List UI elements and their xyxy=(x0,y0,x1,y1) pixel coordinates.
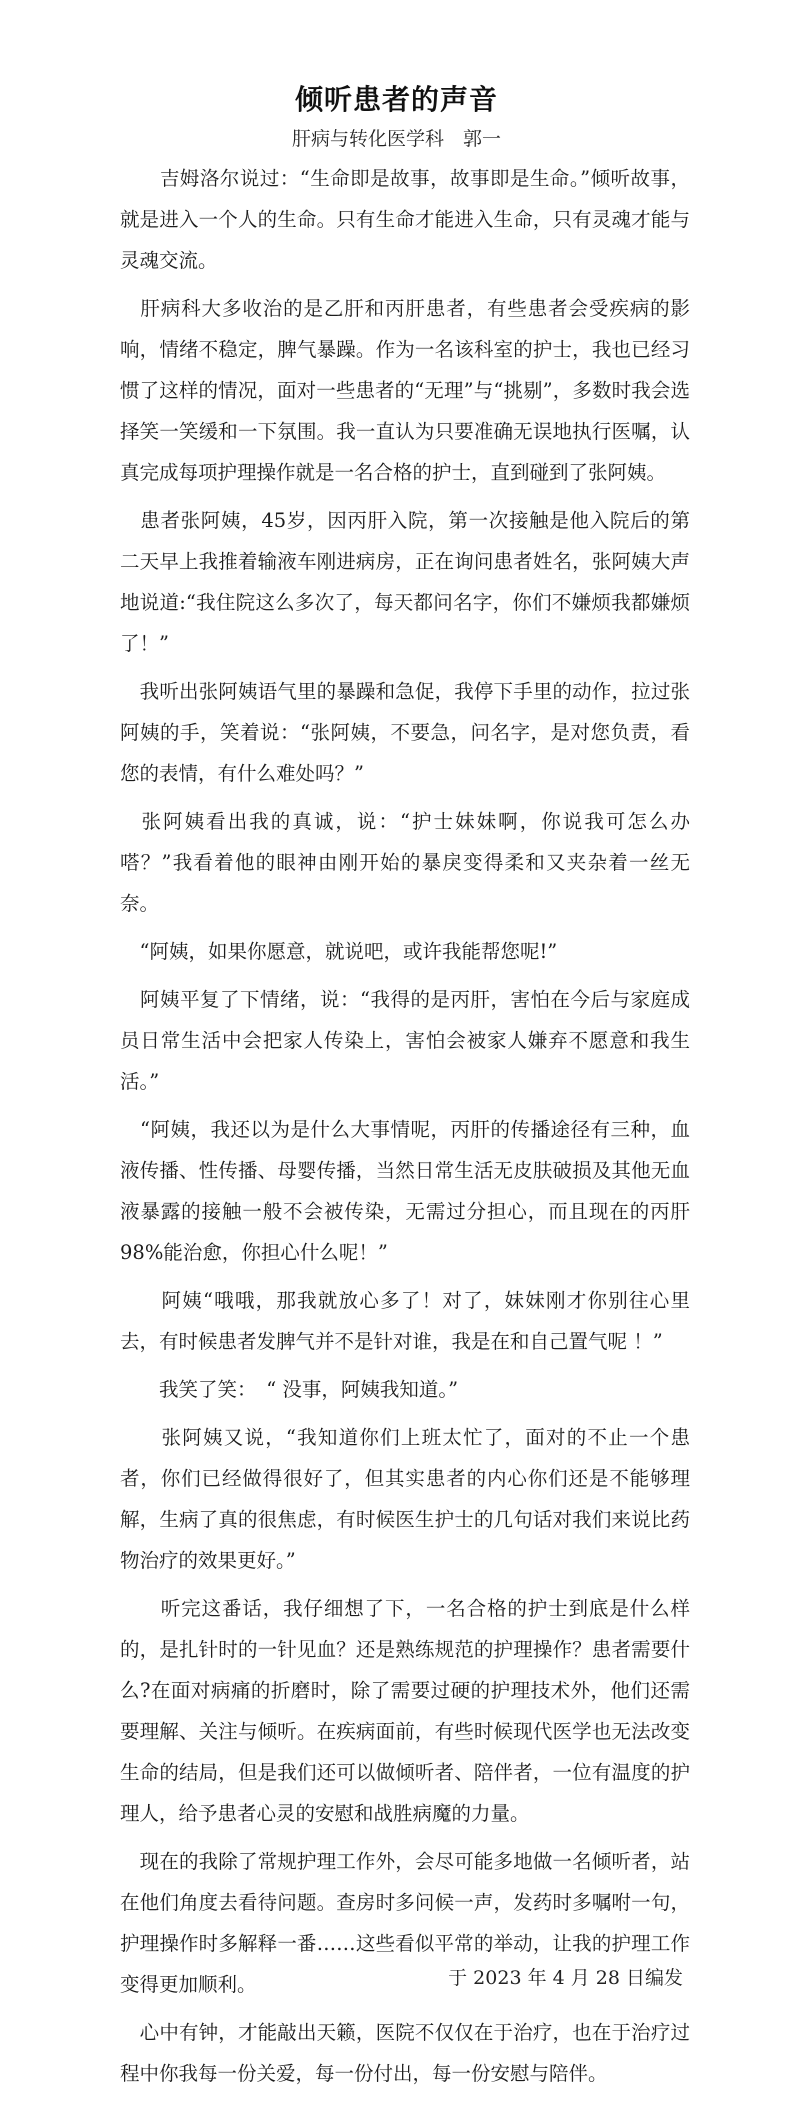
article-byline: 肝病与转化医学科 郭一 xyxy=(291,128,501,150)
article-title: 倾听患者的声音 xyxy=(294,83,498,116)
paragraph-13: 现在的我除了常规护理工作外，会尽可能多地做一名倾听者，站在他们角度去看待问题。查房时多问候一声，发药时多嘱咐一句，护理操作时多解释一番……这些看似平常的举动，让我的护理工作变得更加顺利。 xyxy=(120,1850,690,1996)
paragraph-4: 我听出张阿姨语气里的暴躁和急促，我停下手里的动作，拉过张阿姨的手，笑着说：“张阿姨，不要急，问名字，是对您负责，看您的表情，有什么难处吗？” xyxy=(120,680,690,785)
paragraph-12: 听完这番话，我仔细想了下，一名合格的护士到底是什么样的，是扎针时的一针见血？还是熟练规范的护理操作？患者需要什么?在面对病痛的折磨时，除了需要过硬的护理技术外，他们还需要理解、关注与倾听。在疾病面前，有些时候现代医学也无法改变生命的结局，但是我们还可以做倾听者、陪伴者，一位有温度的护理人，给予患者心灵的安慰和战胜病魔的力量。 xyxy=(120,1597,690,1825)
paragraph-5: 张阿姨看出我的真诚，说：“护士妹妹啊，你说我可怎么办嗒？”我看着他的眼神由刚开始的暴戾变得柔和又夹杂着一丝无奈。 xyxy=(120,810,690,915)
paragraph-10: 我笑了笑： “ 没事，阿姨我知道。” xyxy=(120,1378,459,1401)
paragraph-14: 心中有钟，才能敲出天籁，医院不仅仅在于治疗，也在于治疗过程中你我每一份关爱，每一份付出，每一份安慰与陪伴。 xyxy=(120,2021,690,2085)
article-signature: 于 2023 年 4 月 28 日编发 xyxy=(448,1967,683,1989)
paragraph-8: “阿姨，我还以为是什么大事情呢，丙肝的传播途径有三种，血液传播、性传播、母婴传播，当然日常生活无皮肤破损及其他无血液暴露的接触一般不会被传染，无需过分担心，而且现在的丙肝98%能治愈，你担心什么呢！” xyxy=(120,1118,690,1264)
paragraph-9: 阿姨“哦哦，那我就放心多了！对了，妹妹刚才你别往心里去，有时候患者发脾气并不是针对谁，我是在和自己置气呢 ！” xyxy=(120,1289,690,1353)
paragraph-7: 阿姨平复了下情绪，说：“我得的是丙肝，害怕在今后与家庭成员日常生活中会把家人传染上，害怕会被家人嫌弃不愿意和我生活。” xyxy=(120,988,690,1093)
paragraph-11: 张阿姨又说，“我知道你们上班太忙了，面对的不止一个患者，你们已经做得很好了，但其实患者的内心你们还是不能够理解，生病了真的很焦虑，有时候医生护士的几句话对我们来说比药物治疗的效果更好。” xyxy=(120,1426,690,1572)
paragraph-2: 肝病科大多收治的是乙肝和丙肝患者，有些患者会受疾病的影响，情绪不稳定，脾气暴躁。作为一名该科室的护士，我也已经习惯了这样的情况，面对一些患者的“无理”与“挑剔”，多数时我会选择笑一笑缓和一下氛围。我一直认为只要准确无误地执行医嘱，认真完成每项护理操作就是一名合格的护士，直到碰到了张阿姨。 xyxy=(120,297,690,484)
article-body xyxy=(120,158,690,2101)
paragraph-3: 患者张阿姨，45岁，因丙肝入院，第一次接触是他入院后的第二天早上我推着输液车刚进病房，正在询问患者姓名，张阿姨大声地说道:“我住院这么多次了，每天都问名字，你们不嫌烦我都嫌烦了！” xyxy=(120,509,690,655)
paragraph-6: “阿姨，如果你愿意，就说吧，或许我能帮您呢!” xyxy=(120,940,558,963)
paragraph-1: 吉姆洛尔说过：“生命即是故事，故事即是生命。”倾听故事，就是进入一个人的生命。只有生命才能进入生命，只有灵魂才能与灵魂交流。 xyxy=(120,167,690,272)
